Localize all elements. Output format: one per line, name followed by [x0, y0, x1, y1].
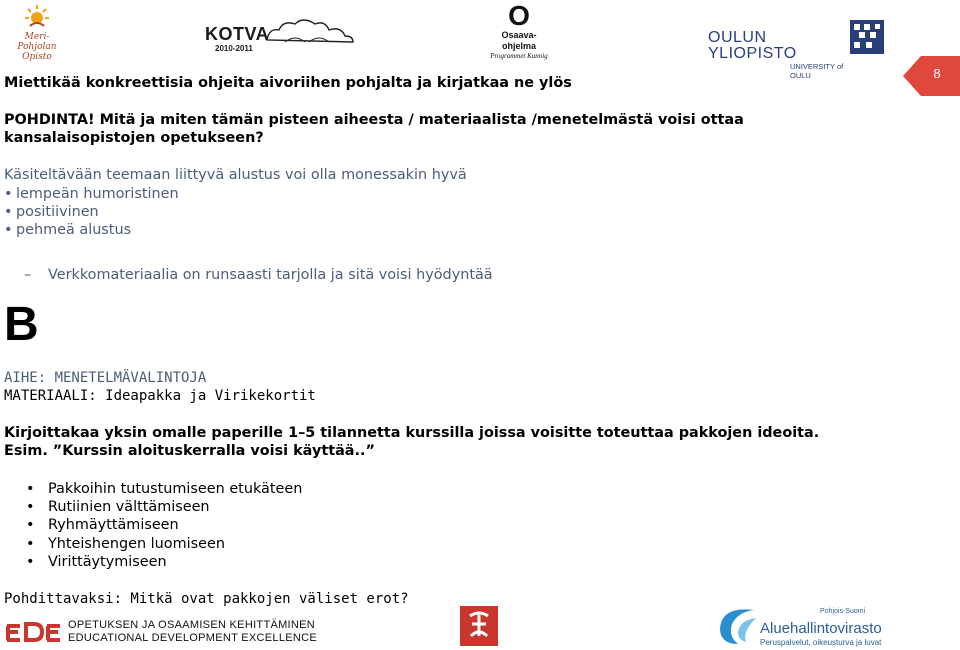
topic-line: AIHE: MENETELMÄVALINTOJA — [4, 370, 207, 386]
bullet-icon: • — [26, 554, 35, 570]
bullet-icon: • — [26, 536, 35, 552]
oulu-university-logo — [708, 29, 848, 80]
avi-name: Aluehallintovirasto — [760, 620, 882, 637]
heading: Miettikää konkreettisia ohjeita aivoriihen pohjalta ja kirjatkaa ne ylös — [4, 75, 572, 91]
kotva-logo — [205, 14, 355, 54]
list-item-label: Yhteishengen luomiseen — [48, 536, 225, 552]
bullet-icon: • — [4, 186, 13, 202]
sun-icon — [24, 4, 50, 30]
oulu-logo-fi: OULUN YLIOPISTO — [708, 29, 797, 62]
list-item-label: Pakkoihin tutustumiseen etukäteen — [48, 481, 303, 497]
list-item-label: positiivinen — [16, 204, 99, 220]
osaava-logo-name: Osaava-ohjelma — [501, 30, 537, 51]
osaava-logo-letter: O — [508, 0, 530, 31]
section-letter: B — [4, 298, 39, 351]
material-line: MATERIAALI: Ideapakka ja Virikekortit — [4, 388, 316, 404]
oulu-emblem-icon — [850, 20, 884, 54]
page-number: 8 — [933, 66, 941, 81]
list-item-label: Ryhmäyttämiseen — [48, 517, 179, 533]
list-item-label: Rutiinien välttämiseen — [48, 499, 210, 515]
task-line-1: Kirjoittakaa yksin omalle paperille 1–5 tilannetta kurssilla joissa voisitte toteuttaa pakkojen ideoita. — [4, 425, 820, 441]
oulu-logo-en: UNIVERSITY of OULU — [790, 62, 844, 80]
reflection-question: Pohdittavaksi: Mitkä ovat pakkojen väliset erot? — [4, 591, 409, 607]
red-emblem-icon — [460, 606, 498, 646]
ede-logo-text — [68, 619, 317, 645]
osaava-logo-subtitle: Programmet Kunnig — [490, 52, 548, 60]
avi-region-label: Pohjois-Suomi — [820, 608, 866, 615]
ede-logo-line-1: OPETUKSEN JA OSAAMISEN KEHITTÄMINEN — [68, 619, 316, 631]
list-item-label: Virittäytymiseen — [48, 554, 167, 570]
meri-logo-line-1: Meri-Pohjolan — [17, 32, 57, 52]
kotva-logo-name: KOTVA — [205, 24, 270, 44]
page-number-tab — [903, 56, 960, 96]
osaava-ohjelma-logo — [487, 0, 551, 60]
dash-icon: – — [24, 267, 32, 283]
list-item-label: pehmeä alustus — [16, 222, 132, 238]
ede-logo-icon — [4, 620, 64, 644]
bullet-icon: • — [26, 517, 35, 533]
reflection-line-2: kansalaisopistojen opetukseen? — [4, 130, 264, 146]
online-material-text: Verkkomateriaalia on runsaasti tarjolla ja sitä voisi hyödyntää — [48, 267, 493, 283]
meri-pohjolan-opisto-logo — [6, 4, 66, 62]
task-line-2: Esim. ”Kurssin aloituskerralla voisi käyttää..” — [4, 443, 375, 459]
kotva-logo-years: 2010-2011 — [215, 44, 253, 53]
avi-swirl-icon — [714, 604, 760, 648]
bullet-icon: • — [26, 499, 35, 515]
avi-tagline: Peruspalvelut, oikeusturva ja luvat — [760, 638, 882, 647]
bullet-icon: • — [4, 204, 13, 220]
bullet-icon: • — [4, 222, 13, 238]
meri-logo-line-2: Opisto — [22, 52, 52, 62]
intro-text: Käsiteltävään teemaan liittyvä alustus voi olla monessakin hyvä — [4, 167, 467, 183]
bullet-icon: • — [26, 481, 35, 497]
list-item-label: lempeän humoristinen — [16, 186, 179, 202]
cloud-icon — [265, 16, 355, 46]
ede-logo-line-2: EDUCATIONAL DEVELOPMENT EXCELLENCE — [68, 632, 318, 644]
reflection-line-1: POHDINTA! Mitä ja miten tämän pisteen aiheesta / materiaalista /menetelmästä voisi ottaa — [4, 112, 744, 128]
